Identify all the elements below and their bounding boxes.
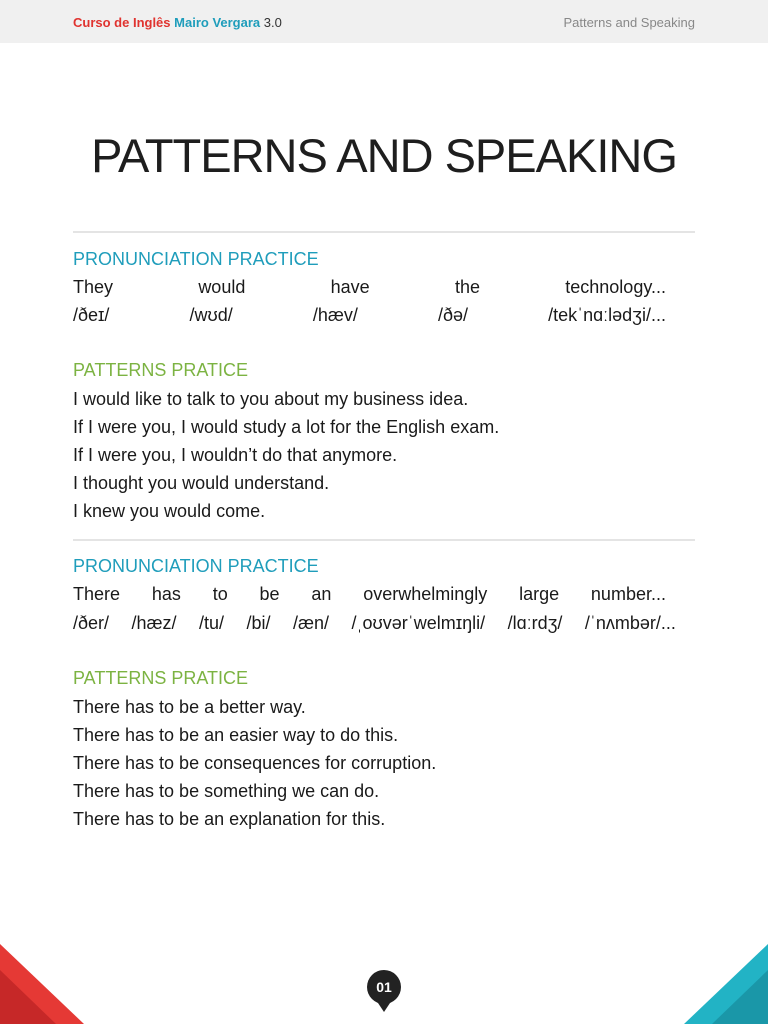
list-item: There has to be an easier way to do this.	[73, 725, 399, 745]
ipa: /tekˈnɑːlədʒi/...	[548, 305, 666, 325]
patterns-list-1	[73, 385, 499, 525]
list-item: There has to be an explanation for this.	[73, 809, 386, 829]
ipa: /ðer/	[73, 613, 110, 633]
word: large	[519, 584, 560, 604]
ipa: /lɑːrdʒ/	[507, 613, 563, 633]
ipa: /bi/	[246, 613, 271, 633]
pronunciation-words-2	[73, 584, 666, 605]
word: overwhelmingly	[363, 584, 488, 604]
list-item: I knew you would come.	[73, 501, 266, 521]
word: number...	[590, 584, 666, 604]
word: There	[73, 584, 121, 604]
pronunciation-words-1	[73, 277, 666, 298]
brand-title	[73, 15, 282, 30]
pronunciation-ipa-2	[73, 613, 676, 634]
ipa: /tu/	[199, 613, 225, 633]
ipa: /ˈnʌmbər/...	[584, 613, 676, 633]
corner-decoration-left	[0, 944, 90, 1024]
word: an	[311, 584, 332, 604]
page-title: PATTERNS AND SPEAKING	[91, 129, 677, 182]
ipa: /ðə/	[438, 305, 469, 325]
pronunciation-heading-1: PRONUNCIATION PRACTICE	[73, 249, 319, 269]
brand-course-name: Curso de Inglês	[73, 15, 171, 30]
word: be	[259, 584, 280, 604]
ipa: /hæz/	[131, 613, 177, 633]
pronunciation-ipa-1	[73, 305, 666, 326]
word: to	[212, 584, 228, 604]
header-section-title: Patterns and Speaking	[563, 15, 695, 30]
list-item: I thought you would understand.	[73, 473, 330, 493]
list-item: If I were you, I would study a lot for the English exam.	[73, 417, 500, 437]
ipa: /æn/	[292, 613, 329, 633]
patterns-list-2	[73, 693, 436, 833]
pronunciation-heading-2: PRONUNCIATION PRACTICE	[73, 556, 319, 576]
divider-1	[73, 231, 695, 233]
list-item: There has to be something we can do.	[73, 781, 380, 801]
word: They	[73, 277, 114, 297]
word: the	[454, 277, 480, 297]
list-item: I would like to talk to you about my business idea.	[73, 389, 469, 409]
ipa: /ðeɪ/	[73, 305, 110, 325]
corner-decoration-right	[678, 944, 768, 1024]
page-number: 01	[376, 979, 392, 995]
ipa: /ˌoʊvərˈwelmɪŋli/	[351, 613, 486, 633]
patterns-heading-2: PATTERNS PRATICE	[73, 668, 249, 688]
word: technology...	[565, 277, 666, 297]
word: has	[151, 584, 181, 604]
divider-2	[73, 539, 695, 541]
list-item: If I were you, I wouldn’t do that anymore.	[73, 445, 398, 465]
word: have	[330, 277, 370, 297]
patterns-heading-1: PATTERNS PRATICE	[73, 360, 249, 380]
list-item: There has to be a better way.	[73, 697, 306, 717]
page-header	[0, 0, 768, 43]
ipa: /hæv/	[312, 305, 358, 325]
brand-version: 3.0	[263, 15, 282, 30]
ipa: /wʊd/	[189, 305, 233, 325]
list-item: There has to be consequences for corruption.	[73, 753, 437, 773]
brand-author-name: Mairo Vergara	[174, 15, 261, 30]
word: would	[198, 277, 246, 297]
